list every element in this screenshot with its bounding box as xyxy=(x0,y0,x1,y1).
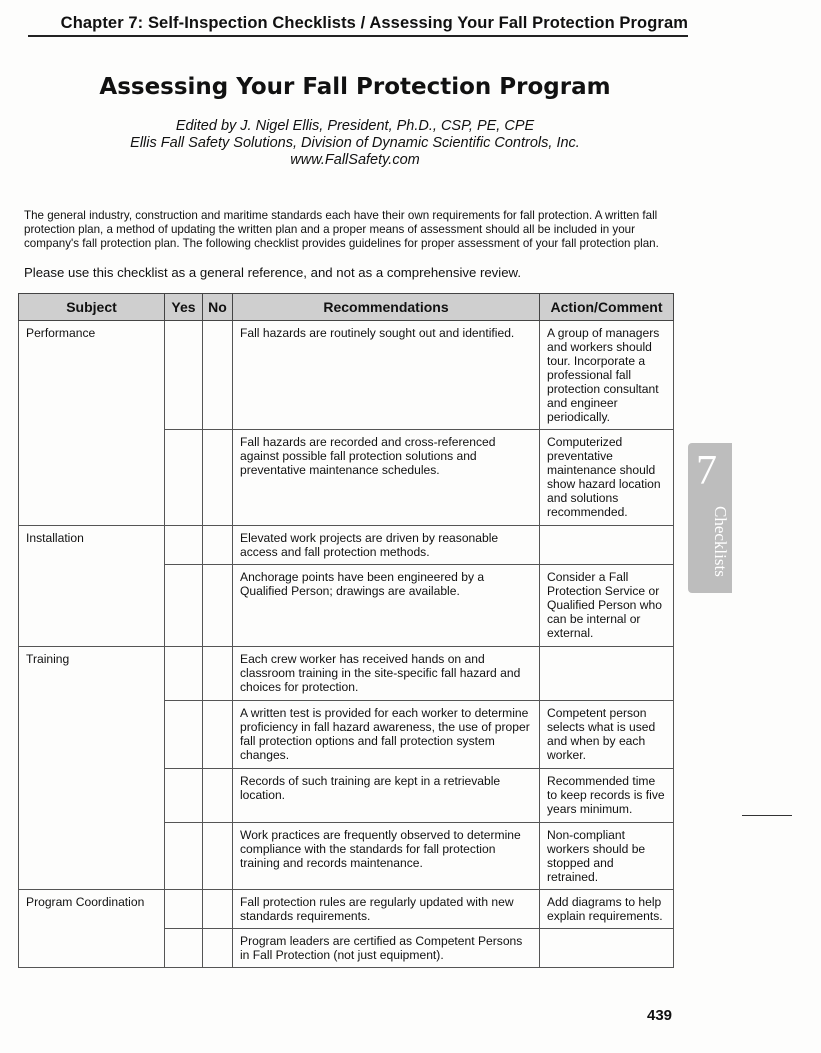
editor-line: Edited by J. Nigel Ellis, President, Ph.D., CSP, PE, CPE xyxy=(175,118,535,134)
subject-cell: Performance xyxy=(19,321,165,526)
action-header: Action/Comment xyxy=(540,294,674,321)
recommendation-cell: Records of such training are kept in a retrievable location. xyxy=(233,769,540,823)
recommendation-cell: A written test is provided for each worker to determine proficiency in fall hazard awareness, the use of proper fall protection options and fall protection system changes. xyxy=(233,701,540,769)
subject-cell: Installation xyxy=(19,526,165,647)
subject-header: Subject xyxy=(19,294,165,321)
no-checkbox-cell[interactable] xyxy=(203,647,233,701)
recommendation-cell: Program leaders are certified as Competent Persons in Fall Protection (not just equipment). xyxy=(233,929,540,968)
table-row xyxy=(19,321,674,430)
action-comment-cell: Competent person selects what is used and when by each worker. xyxy=(540,701,674,769)
recommendations-header: Recommendations xyxy=(233,294,540,321)
table-row xyxy=(19,890,674,929)
action-comment-cell xyxy=(540,526,674,565)
no-checkbox-cell[interactable] xyxy=(203,890,233,929)
yes-checkbox-cell[interactable] xyxy=(165,526,203,565)
no-checkbox-cell[interactable] xyxy=(203,565,233,647)
margin-rule xyxy=(742,815,792,816)
recommendation-cell: Elevated work projects are driven by reasonable access and fall protection methods. xyxy=(233,526,540,565)
action-comment-cell: Computerized preventative maintenance should show hazard location and solutions recommended. xyxy=(540,430,674,526)
recommendation-cell: Fall protection rules are regularly updated with new standards requirements. xyxy=(233,890,540,929)
action-comment-cell: Consider a Fall Protection Service or Qualified Person who can be internal or external. xyxy=(540,565,674,647)
action-comment-cell: Non-compliant workers should be stopped and retrained. xyxy=(540,823,674,890)
intro-paragraph: The general industry, construction and maritime standards each have their own requirements for fall protection. A written fall protection plan, a method of updating the written plan and a proper means of assessment should all be included in your company's fall protection plan. The following checklist provides guidelines for proper assessment of your fall protection plan. xyxy=(24,209,659,250)
yes-checkbox-cell[interactable] xyxy=(165,430,203,526)
yes-checkbox-cell[interactable] xyxy=(165,565,203,647)
yes-checkbox-cell[interactable] xyxy=(165,929,203,968)
recommendation-cell: Fall hazards are recorded and cross-referenced against possible fall protection solutions and preventative maintenance schedules. xyxy=(233,430,540,526)
no-checkbox-cell[interactable] xyxy=(203,769,233,823)
yes-checkbox-cell[interactable] xyxy=(165,769,203,823)
action-comment-cell: A group of managers and workers should tour. Incorporate a professional fall protection consultant and engineer periodically. xyxy=(540,321,674,430)
action-comment-cell: Add diagrams to help explain requirements. xyxy=(540,890,674,929)
action-comment-cell: Recommended time to keep records is five years minimum. xyxy=(540,769,674,823)
recommendation-cell: Fall hazards are routinely sought out and identified. xyxy=(233,321,540,430)
tab-chapter-label: Checklists xyxy=(711,505,730,577)
table-header-row xyxy=(19,294,674,321)
action-comment-cell xyxy=(540,647,674,701)
recommendation-cell: Work practices are frequently observed to determine compliance with the standards for fall protection training and records maintenance. xyxy=(233,823,540,890)
page-number: 439 xyxy=(647,1007,673,1024)
yes-checkbox-cell[interactable] xyxy=(165,823,203,890)
usage-note: Please use this checklist as a general reference, and not as a comprehensive review. xyxy=(24,265,522,280)
yes-checkbox-cell[interactable] xyxy=(165,321,203,430)
chapter-side-tab xyxy=(688,443,732,593)
subject-cell: Program Coordination xyxy=(19,890,165,968)
recommendation-cell: Each crew worker has received hands on and classroom training in the site-specific fall hazard and choices for protection. xyxy=(233,647,540,701)
recommendation-cell: Anchorage points have been engineered by a Qualified Person; drawings are available. xyxy=(233,565,540,647)
no-header: No xyxy=(203,294,233,321)
table-row xyxy=(19,647,674,701)
editor-credits xyxy=(0,118,710,169)
no-checkbox-cell[interactable] xyxy=(203,929,233,968)
yes-checkbox-cell[interactable] xyxy=(165,701,203,769)
yes-header: Yes xyxy=(165,294,203,321)
no-checkbox-cell[interactable] xyxy=(203,823,233,890)
yes-checkbox-cell[interactable] xyxy=(165,647,203,701)
action-comment-cell xyxy=(540,929,674,968)
page-title: Assessing Your Fall Protection Program xyxy=(99,74,611,100)
yes-checkbox-cell[interactable] xyxy=(165,890,203,929)
no-checkbox-cell[interactable] xyxy=(203,526,233,565)
no-checkbox-cell[interactable] xyxy=(203,321,233,430)
chapter-header: Chapter 7: Self-Inspection Checklists / Assessing Your Fall Protection Program xyxy=(28,14,688,37)
no-checkbox-cell[interactable] xyxy=(203,701,233,769)
checklist-table xyxy=(18,293,674,968)
organization-line: Ellis Fall Safety Solutions, Division of Dynamic Scientific Controls, Inc. xyxy=(130,135,580,151)
no-checkbox-cell[interactable] xyxy=(203,430,233,526)
tab-chapter-number: 7 xyxy=(696,448,717,494)
website-line: www.FallSafety.com xyxy=(290,152,420,168)
subject-cell: Training xyxy=(19,647,165,890)
table-row xyxy=(19,526,674,565)
